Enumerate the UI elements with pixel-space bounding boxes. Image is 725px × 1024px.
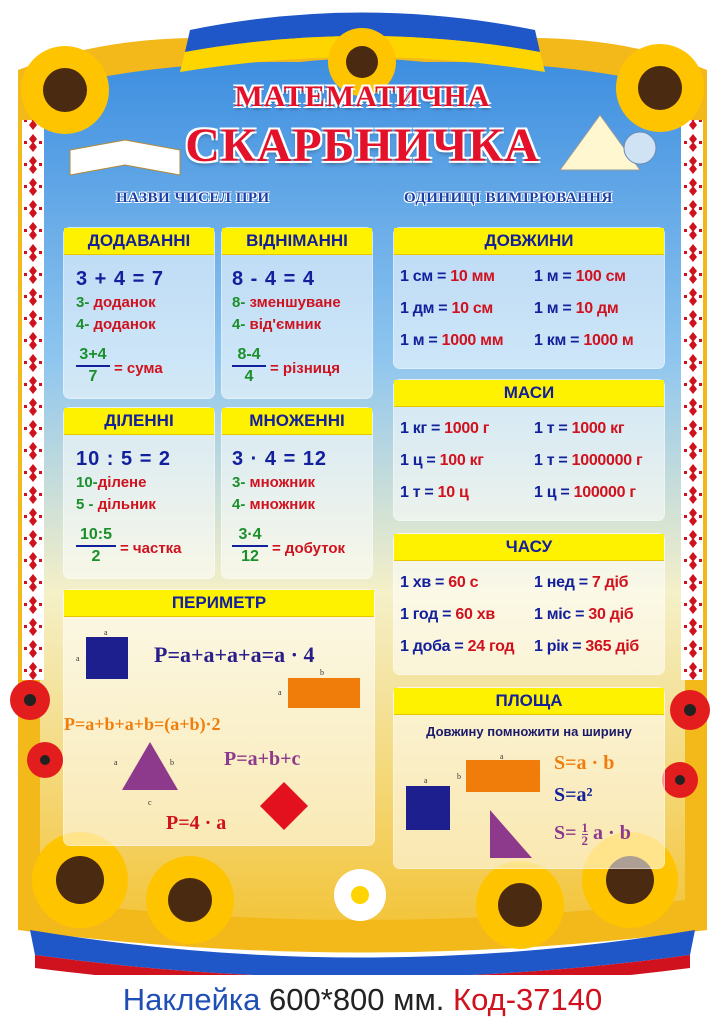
subtraction-result: = різниця [270, 360, 340, 377]
perimeter-triangle-label-c: c [148, 798, 152, 807]
length-header: ДОВЖИНИ [394, 228, 664, 255]
perimeter-formula-triangle: P=a+b+c [224, 748, 301, 770]
title-line2: СКАРБНИЧКА [185, 119, 540, 172]
area-triangle-shape [488, 808, 534, 860]
multiplication-result: = добуток [272, 540, 346, 557]
perimeter-rect-shape [288, 678, 360, 708]
area-rect-shape [466, 760, 540, 792]
addition-fraction: 3+4 7 [76, 346, 110, 386]
multiplication-equation: 3 · 4 = 12 [232, 448, 328, 470]
multiplication-fraction: 3·4 12 [232, 526, 268, 566]
mass-row-1-col-0: 1 ц = 100 кг [400, 452, 484, 469]
perimeter-square-label-a2: a [104, 628, 108, 637]
subtraction-equation: 8 - 4 = 4 [232, 268, 315, 290]
title-line1: МАТЕМАТИЧНА [234, 80, 491, 113]
division-term-1: 10-ділене [76, 474, 147, 491]
perimeter-triangle-label-b: b [170, 758, 174, 767]
perimeter-triangle-label-a: a [114, 758, 118, 767]
time-card [394, 534, 664, 674]
footer-size: 600*800 мм. [269, 982, 445, 1017]
area-formula-triangle: $S= \frac{1}{2}$ a · b [554, 820, 631, 848]
length-row-0-col-1: 1 м = 100 см [534, 268, 626, 285]
perimeter-card [64, 590, 374, 845]
subtraction-fraction: 8-4 4 [232, 346, 266, 386]
subhead-right: ОДИНИЦІ ВИМІРЮВАННЯ [404, 190, 613, 206]
footer [0, 982, 725, 1018]
addition-term-1: 3- доданок [76, 294, 156, 311]
time-row-0-col-0: 1 хв = 60 с [400, 574, 479, 591]
perimeter-rect-label-b: b [320, 668, 324, 677]
division-term-2: 5 - дільник [76, 496, 156, 513]
subtraction-term-2: 4- від'ємник [232, 316, 322, 333]
multiplication-term-1: 3- множник [232, 474, 316, 491]
time-header: ЧАСУ [394, 534, 664, 561]
addition-result: = сума [114, 360, 163, 377]
length-row-2-col-0: 1 м = 1000 мм [400, 332, 504, 349]
mass-row-0-col-1: 1 т = 1000 кг [534, 420, 625, 437]
perimeter-formula-rhombus: P=4 · a [166, 812, 227, 834]
perimeter-square-label-a: a [76, 654, 80, 663]
subhead-left: НАЗВИ ЧИСЕЛ ПРИ [116, 190, 270, 206]
multiplication-term-2: 4- множник [232, 496, 316, 513]
footer-label: Наклейка [122, 982, 261, 1017]
time-row-1-col-0: 1 год = 60 хв [400, 606, 495, 623]
mass-row-2-col-0: 1 т = 10 ц [400, 484, 469, 501]
division-card [64, 408, 214, 578]
subtraction-card [222, 228, 372, 398]
mass-card [394, 380, 664, 520]
mass-row-1-col-1: 1 т = 1000000 г [534, 452, 643, 469]
multiplication-card [222, 408, 372, 578]
time-row-1-col-1: 1 міс = 30 діб [534, 606, 634, 623]
area-rect-label-b: b [457, 772, 461, 781]
subtraction-term-1: 8- зменшуване [232, 294, 341, 311]
mass-row-0-col-0: 1 кг = 1000 г [400, 420, 490, 437]
length-row-1-col-0: 1 дм = 10 см [400, 300, 493, 317]
addition-term-2: 4- доданок [76, 316, 156, 333]
area-card [394, 688, 664, 868]
perimeter-header: ПЕРИМЕТР [64, 590, 374, 617]
division-equation: 10 : 5 = 2 [76, 448, 172, 470]
area-subtitle: Довжину помножити на ширину [426, 724, 632, 739]
area-header: ПЛОЩА [394, 688, 664, 715]
length-row-2-col-1: 1 км = 1000 м [534, 332, 634, 349]
area-formula-rect: S=a · b [554, 752, 615, 774]
length-card [394, 228, 664, 368]
perimeter-formula-rect: P=a+b+a+b=(a+b)·2 [64, 714, 221, 734]
footer-code: Код-37140 [453, 982, 603, 1017]
addition-header: ДОДАВАННІ [64, 228, 214, 255]
time-row-2-col-1: 1 рік = 365 діб [534, 638, 639, 655]
addition-equation: 3 + 4 = 7 [76, 268, 164, 290]
perimeter-formula-square: P=a+a+a+a=a · 4 [154, 642, 315, 667]
division-fraction: 10:5 2 [76, 526, 116, 566]
perimeter-rect-label-a: a [278, 688, 282, 697]
addition-card [64, 228, 214, 398]
length-row-1-col-1: 1 м = 10 дм [534, 300, 619, 317]
perimeter-square-shape [86, 637, 128, 679]
division-header: ДІЛЕННІ [64, 408, 214, 435]
mass-header: МАСИ [394, 380, 664, 407]
area-formula-square: S=a² [554, 784, 593, 806]
mass-row-2-col-1: 1 ц = 100000 г [534, 484, 636, 501]
area-square-label-a: a [424, 776, 428, 785]
perimeter-rhombus-shape [258, 780, 310, 832]
division-result: = частка [120, 540, 182, 557]
subtraction-header: ВІДНІМАННІ [222, 228, 372, 255]
area-square-shape [406, 786, 450, 830]
length-row-0-col-0: 1 см = 10 мм [400, 268, 495, 285]
area-rect-label-a: a [500, 752, 504, 761]
time-row-2-col-0: 1 доба = 24 год [400, 638, 515, 655]
time-row-0-col-1: 1 нед = 7 діб [534, 574, 629, 591]
multiplication-header: МНОЖЕННІ [222, 408, 372, 435]
